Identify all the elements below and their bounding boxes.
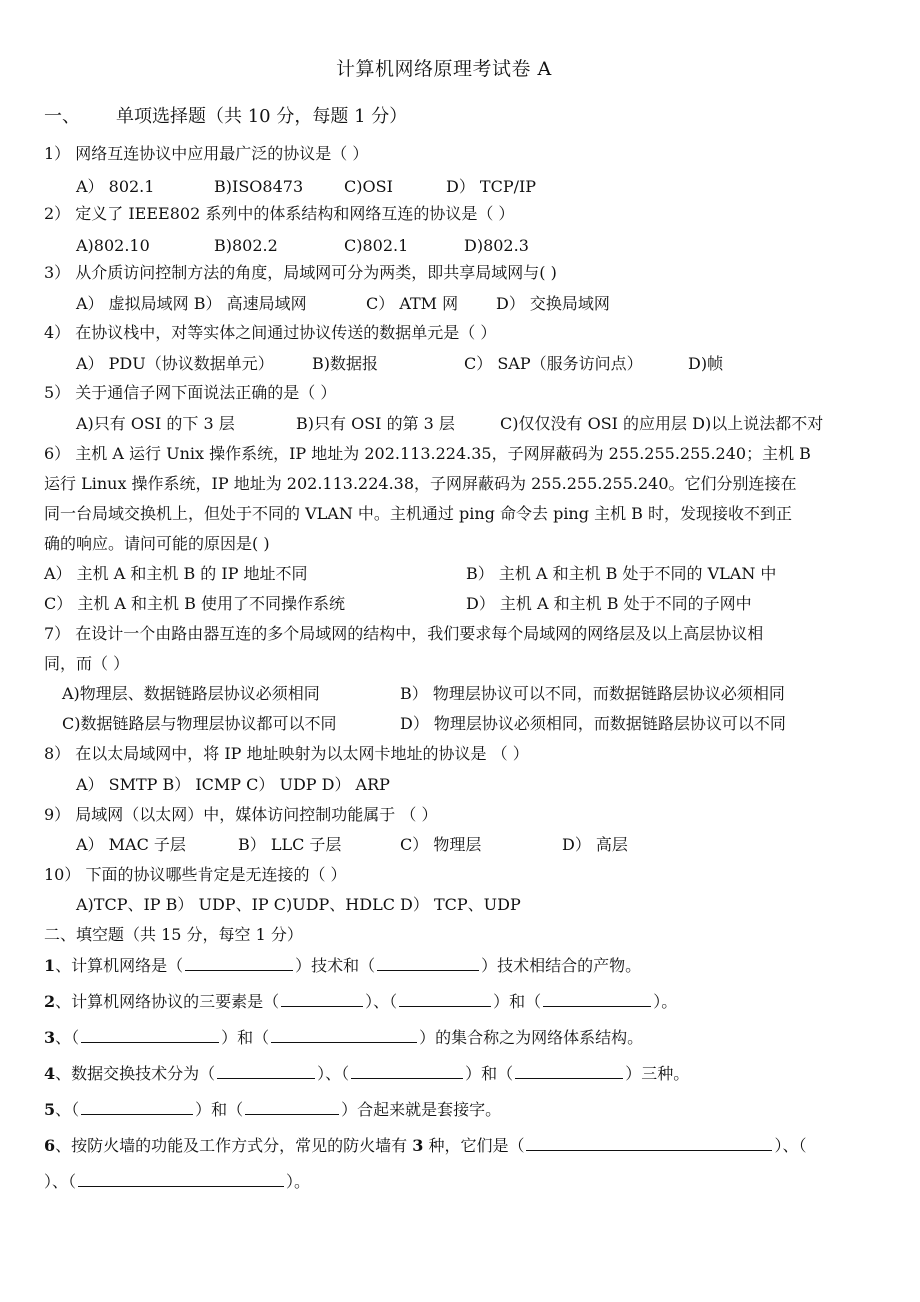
q1-option-a: A） 802.1 — [76, 177, 155, 196]
q2-option-a: A)802.10 — [76, 236, 150, 255]
q10-stem: 10） 下面的协议哪些肯定是无连接的（ ） — [44, 865, 347, 884]
fill-question-1 — [44, 955, 641, 977]
q4-option-d: D)帧 — [688, 354, 724, 373]
fill-q4-blank-3[interactable] — [515, 1063, 623, 1079]
fill-question-2 — [44, 991, 677, 1013]
fill-q5-text-3: ）合起来就是套接字。 — [341, 1100, 502, 1119]
fill-q6-text-3: ）、（ — [774, 1136, 807, 1155]
q10-options: A)TCP、IP B） UDP、IP C)UDP、HDLC D） TCP、UDP — [76, 895, 521, 914]
fill-q4-text-4: ）三种。 — [625, 1064, 690, 1083]
section1-heading: 单项选择题（共 10 分，每题 1 分） — [116, 106, 408, 127]
fill-q4-number: 4 — [44, 1064, 56, 1083]
q3-stem: 3） 从介质访问控制方法的角度，局域网可分为两类，即共享局域网与( ) — [44, 263, 557, 282]
q7-option-d: D） 物理层协议必须相同，而数据链路层协议可以不同 — [400, 714, 786, 733]
q2-option-b: B)802.2 — [214, 236, 278, 255]
q3-option-d: D） 交换局域网 — [496, 294, 610, 313]
fill-q2-blank-3[interactable] — [543, 991, 651, 1007]
fill-q2-blank-2[interactable] — [399, 991, 491, 1007]
fill-q6-number: 6 — [44, 1136, 56, 1155]
q6-option-a: A） 主机 A 和主机 B 的 IP 地址不同 — [44, 564, 308, 583]
fill-q6-text-4: ）、（ — [44, 1172, 77, 1191]
q6-line3: 同一台局域交换机上，但处于不同的 VLAN 中。主机通过 ping 命令去 ping 主机 B 时，发现接收不到正 — [44, 504, 792, 523]
fill-q1-text-3: ）技术相结合的产物。 — [481, 956, 642, 975]
q9-option-c: C） 物理层 — [400, 835, 482, 854]
fill-q6-count: 3 — [412, 1136, 424, 1155]
q7-option-c: C)数据链路层与物理层协议都可以不同 — [62, 714, 337, 733]
fill-q2-text-3: ）和（ — [493, 992, 542, 1011]
q6-option-b: B） 主机 A 和主机 B 处于不同的 VLAN 中 — [466, 564, 777, 583]
q3-option-ab: A） 虚拟局域网 B） 高速局域网 — [76, 294, 307, 313]
fill-q2-number: 2 — [44, 992, 56, 1011]
q7-option-b: B） 物理层协议可以不同，而数据链路层协议必须相同 — [400, 684, 785, 703]
q5-option-b: B)只有 OSI 的第 3 层 — [296, 414, 455, 433]
q4-option-c: C） SAP（服务访问点） — [464, 354, 643, 373]
fill-q4-blank-2[interactable] — [351, 1063, 463, 1079]
q6-option-c: C） 主机 A 和主机 B 使用了不同操作系统 — [44, 594, 345, 613]
q7-line2: 同，而（ ） — [44, 654, 130, 673]
fill-q1-blank-2[interactable] — [377, 955, 479, 971]
fill-question-3 — [44, 1027, 643, 1049]
q9-stem: 9） 局域网（以太网）中，媒体访问控制功能属于 （ ） — [44, 805, 438, 824]
fill-q6-text-1: 、按防火墙的功能及工作方式分，常见的防火墙有 — [55, 1136, 413, 1155]
q6-option-d: D） 主机 A 和主机 B 处于不同的子网中 — [466, 594, 752, 613]
q1-option-d: D） TCP/IP — [446, 177, 537, 196]
q5-stem: 5） 关于通信子网下面说法正确的是（ ） — [44, 383, 337, 402]
fill-q3-blank-1[interactable] — [81, 1027, 219, 1043]
fill-q6-blank-2[interactable] — [78, 1171, 284, 1187]
q4-option-b: B)数据报 — [312, 354, 379, 373]
q3-option-c: C） ATM 网 — [366, 294, 459, 313]
q6-line2: 运行 Linux 操作系统，IP 地址为 202.113.224.38，子网屏蔽码为 255.255.255.240。它们分别连接在 — [44, 474, 797, 493]
fill-q3-text-2: ）和（ — [221, 1028, 270, 1047]
q4-stem: 4） 在协议栈中，对等实体之间通过协议传送的数据单元是（ ） — [44, 323, 497, 342]
fill-q4-text-3: ）和（ — [465, 1064, 514, 1083]
fill-q1-blank-1[interactable] — [185, 955, 293, 971]
fill-q2-text-4: ）。 — [653, 992, 678, 1011]
q2-option-c: C)802.1 — [344, 236, 409, 255]
fill-q6-text-2: 种，它们是（ — [423, 1136, 525, 1155]
q2-option-d: D)802.3 — [464, 236, 529, 255]
fill-q4-blank-1[interactable] — [217, 1063, 315, 1079]
section1-number: 一、 — [44, 106, 80, 127]
fill-q1-number: 1 — [44, 956, 56, 975]
fill-q5-blank-1[interactable] — [81, 1099, 193, 1115]
fill-q2-text-1: 、计算机网络协议的三要素是（ — [55, 992, 280, 1011]
q6-line1: 6） 主机 A 运行 Unix 操作系统，IP 地址为 202.113.224.35，子网屏蔽码为 255.255.255.240；主机 B — [44, 444, 811, 463]
q2-stem: 2） 定义了 IEEE802 系列中的体系结构和网络互连的协议是（ ） — [44, 204, 515, 223]
fill-q3-number: 3 — [44, 1028, 56, 1047]
fill-q3-text-3: ）的集合称之为网络体系结构。 — [419, 1028, 644, 1047]
q7-line1: 7） 在设计一个由路由器互连的多个局域网的结构中，我们要求每个局域网的网络层及以上高层协议相 — [44, 624, 764, 643]
fill-question-5 — [44, 1099, 501, 1121]
fill-q4-text-2: ）、（ — [317, 1064, 350, 1083]
q9-option-a: A） MAC 子层 — [76, 835, 186, 854]
fill-q6-text-5: ）。 — [286, 1172, 311, 1191]
q9-option-b: B） LLC 子层 — [238, 835, 342, 854]
fill-q3-blank-2[interactable] — [271, 1027, 417, 1043]
q1-option-b: B)ISO8473 — [214, 177, 304, 196]
q1-stem: 1） 网络互连协议中应用最广泛的协议是（ ） — [44, 144, 369, 163]
fill-q3-text-1: 、（ — [55, 1028, 80, 1047]
fill-q1-text-1: 、计算机网络是（ — [55, 956, 184, 975]
q6-line4: 确的响应。请问可能的原因是( ) — [44, 534, 270, 553]
fill-question-6-continued — [44, 1171, 310, 1193]
q4-option-a: A） PDU（协议数据单元） — [76, 354, 274, 373]
q9-option-d: D） 高层 — [562, 835, 628, 854]
fill-q5-text-2: ）和（ — [195, 1100, 244, 1119]
fill-q1-text-2: ）技术和（ — [295, 956, 376, 975]
q8-stem: 8） 在以太局域网中，将 IP 地址映射为以太网卡地址的协议是 （ ） — [44, 744, 529, 763]
q5-option-a: A)只有 OSI 的下 3 层 — [76, 414, 235, 433]
exam-title: 计算机网络原理考试卷 A — [336, 58, 552, 80]
q8-options: A） SMTP B） ICMP C） UDP D） ARP — [76, 775, 390, 794]
fill-q2-blank-1[interactable] — [281, 991, 363, 1007]
fill-q2-text-2: ）、（ — [365, 992, 398, 1011]
fill-question-4 — [44, 1063, 689, 1085]
q7-option-a: A)物理层、数据链路层协议必须相同 — [62, 684, 320, 703]
fill-q5-text-1: 、（ — [55, 1100, 80, 1119]
q5-option-cd: C)仅仅没有 OSI 的应用层 D)以上说法都不对 — [500, 414, 824, 433]
section2-heading: 二、填空题（共 15 分，每空 1 分） — [44, 925, 303, 944]
fill-q5-number: 5 — [44, 1100, 56, 1119]
q1-option-c: C)OSI — [344, 177, 393, 196]
fill-q6-blank-1[interactable] — [526, 1135, 772, 1151]
fill-q5-blank-2[interactable] — [245, 1099, 339, 1115]
fill-q4-text-1: 、数据交换技术分为（ — [55, 1064, 216, 1083]
fill-question-6 — [44, 1135, 806, 1157]
